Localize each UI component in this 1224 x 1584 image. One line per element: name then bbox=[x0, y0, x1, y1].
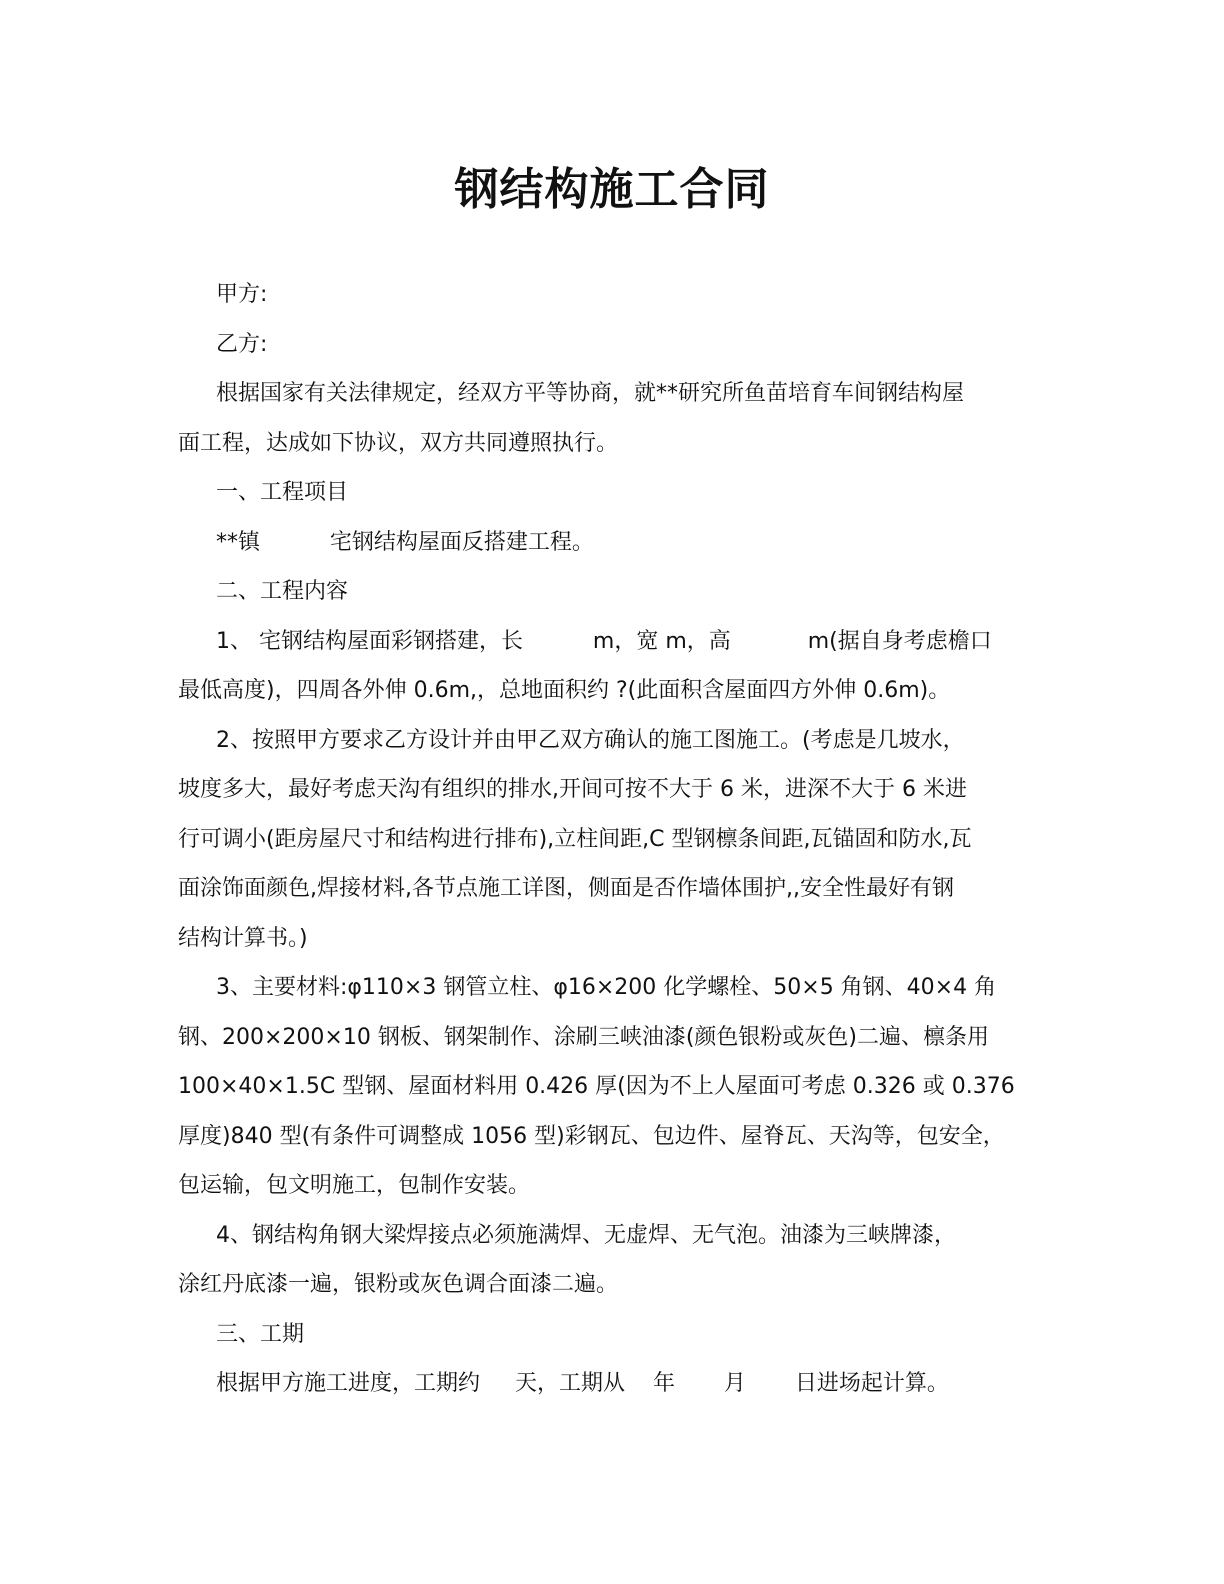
text-line: 坡度多大，最好考虑天沟有组织的排水,开间可按不大于 6 米，进深不大于 6 米进 bbox=[178, 777, 967, 802]
text-line: 100×40×1.5C 型钢、屋面材料用 0.426 厚(因为不上人屋面可考虑 0.326 或 0.376 bbox=[178, 1074, 1015, 1099]
text-line: 涂红丹底漆一遍，银粉或灰色调合面漆二遍。 bbox=[178, 1272, 619, 1297]
text-line: 甲方: bbox=[216, 282, 268, 307]
text-line: 4、钢结构角钢大梁焊接点必须施满焊、无虚焊、无气泡。油漆为三峡牌漆， bbox=[216, 1222, 956, 1248]
text-line: 二、工程内容 bbox=[216, 579, 349, 604]
text-line: 一、工程项目 bbox=[216, 480, 349, 505]
text-line: 包运输，包文明施工，包制作安装。 bbox=[178, 1173, 531, 1198]
text-line: 行可调小(距房屋尺寸和结构进行排布),立柱间距,C 型钢檩条间距,瓦锚固和防水,瓦 bbox=[178, 826, 972, 852]
text-line: 根据甲方施工进度，工期约 天，工期从 年 月 日进场起计算。 bbox=[216, 1371, 949, 1396]
document-title: 钢结构施工合同 bbox=[454, 164, 770, 215]
text-line: 乙方: bbox=[216, 331, 268, 357]
text-line: 2、按照甲方要求乙方设计并由甲乙双方确认的施工图施工。(考虑是几坡水， bbox=[216, 727, 965, 753]
text-line: 钢、200×200×10 钢板、钢架制作、涂刷三峡油漆(颜色银粉或灰色)二遍、檩条用 bbox=[178, 1024, 990, 1050]
text-line: 最低高度)，四周各外伸 0.6m,，总地面积约 ?(此面积含屋面四方外伸 0.6m)。 bbox=[178, 678, 951, 703]
text-line: 三、工期 bbox=[216, 1321, 305, 1347]
document-body bbox=[178, 270, 1058, 1409]
text-line: 1、 宅钢结构屋面彩钢搭建，长 m，宽 m，高 m(据自身考虑檐口 bbox=[216, 628, 992, 654]
text-line: 面涂饰面颜色,焊接材料,各节点施工详图，侧面是否作墙体围护,,安全性最好有钢 bbox=[178, 876, 954, 901]
text-line: 3、主要材料:φ110×3 钢管立柱、φ16×200 化学螺栓、50×5 角钢、40×4 角 bbox=[216, 975, 997, 1000]
text-line: 面工程，达成如下协议，双方共同遵照执行。 bbox=[178, 430, 619, 456]
text-line: 根据国家有关法律规定，经双方平等协商，就**研究所鱼苗培育车间钢结构屋 bbox=[216, 381, 965, 406]
text-line: **镇 宅钢结构屋面反搭建工程。 bbox=[216, 529, 594, 555]
text-line: 厚度)840 型(有条件可调整成 1056 型)彩钢瓦、包边件、屋脊瓦、天沟等，包安全， bbox=[178, 1123, 1005, 1149]
text-line: 结构计算书。) bbox=[178, 925, 308, 951]
